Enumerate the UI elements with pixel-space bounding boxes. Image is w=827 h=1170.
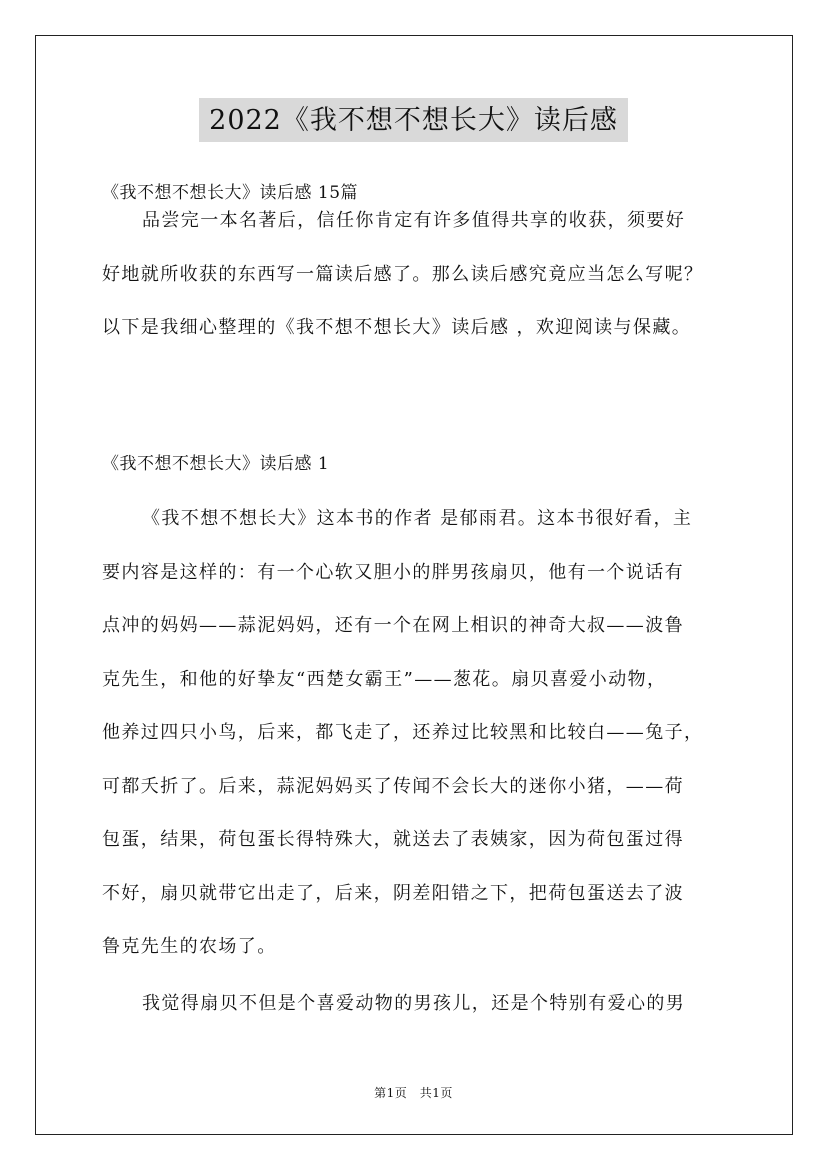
body-line: 他养过四只小鸟，后来，都飞走了，还养过比较黑和比较白——兔子，	[102, 722, 704, 743]
body-line: 《我不想不想长大》这本书的作者 是郁雨君。这本书很好看，主	[142, 508, 693, 529]
body-line: 克先生，和他的好挚友“西楚女霸王”——葱花。扇贝喜爱小动物，	[102, 668, 667, 690]
body-line: 鲁克先生的农场了。	[102, 936, 277, 957]
document-subtitle: 《我不想不想长大》读后感 15篇	[102, 183, 359, 203]
body-line: 点冲的妈妈——蒜泥妈妈，还有一个在网上相识的神奇大叔——波鲁	[102, 615, 684, 636]
intro-line: 以下是我细心整理的《我不想不想长大》读后感 ，欢迎阅读与保藏。	[102, 317, 692, 338]
document-title	[0, 98, 827, 142]
document-title-text: 2022《我不想不想长大》读后感	[199, 98, 628, 142]
body-line: 要内容是这样的：有一个心软又胆小的胖男孩扇贝，他有一个说话有	[102, 561, 684, 583]
body-paragraph	[102, 492, 742, 974]
intro-paragraph	[102, 194, 742, 355]
intro-line: 好地就所收获的东西写一篇读后感了。那么读后感究竟应当怎么写呢？	[102, 263, 704, 285]
body-line: 不好，扇贝就带它出走了，后来，阴差阳错之下，把荷包蛋送去了波	[102, 882, 684, 904]
closing-paragraph	[102, 977, 742, 1031]
body-line: 包蛋，结果，荷包蛋长得特殊大，就送去了表姨家，因为荷包蛋过得	[102, 829, 684, 850]
closing-line: 我觉得扇贝不但是个喜爱动物的男孩儿，还是个特别有爱心的男	[142, 993, 686, 1014]
body-line: 可都夭折了。后来，蒜泥妈妈买了传闻不会长大的迷你小猪，——荷	[102, 775, 684, 797]
page-footer: 第1页 共1页	[374, 1086, 453, 1100]
section-heading: 《我不想不想长大》读后感 1	[102, 454, 330, 474]
intro-line: 品尝完一本名著后，信任你肯定有许多值得共享的收获，须要好	[142, 210, 686, 231]
